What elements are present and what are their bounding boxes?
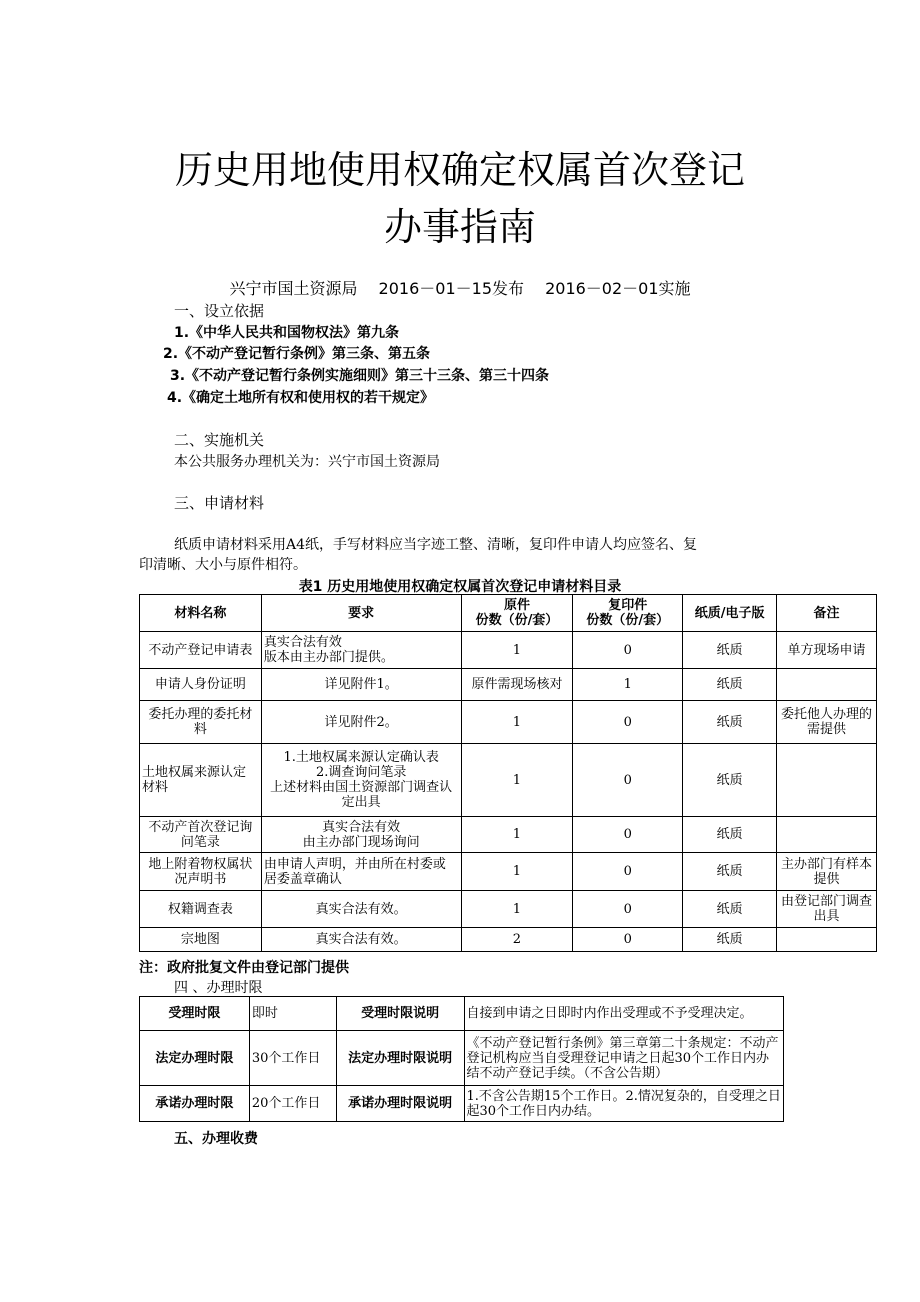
cell-copy: 0 — [573, 744, 683, 817]
table-row — [140, 669, 877, 701]
cell-requirement: 真实合法有效。 — [261, 928, 461, 952]
cell-name: 不动产登记申请表 — [140, 632, 262, 669]
col-header-note: 备注 — [777, 595, 877, 632]
basis-item-1: 1.《中华人民共和国物权法》第九条 — [174, 325, 400, 341]
table-row — [140, 1031, 784, 1086]
cell-form: 纸质 — [683, 853, 777, 891]
cell-desc: 自接到申请之日即时内作出受理或不予受理决定。 — [464, 997, 784, 1031]
cell-original: 1 — [461, 632, 573, 669]
section1-heading: 一、设立依据 — [174, 302, 265, 320]
cell-limit-label: 法定办理时限 — [140, 1031, 250, 1086]
cell-copy: 0 — [573, 891, 683, 928]
section4-heading: 四 、办理时限 — [174, 980, 263, 996]
cell-requirement: 由申请人声明，并由所在村委或居委盖章确认 — [261, 853, 461, 891]
doc-title-line1: 历史用地使用权确定权属首次登记 — [174, 148, 745, 192]
table-row — [140, 997, 784, 1031]
cell-requirement: 真实合法有效 由主办部门现场询问 — [261, 817, 461, 853]
cell-requirement: 详见附件2。 — [261, 701, 461, 744]
section3-para-line2: 印清晰、大小与原件相符。 — [139, 557, 307, 573]
cell-copy: 0 — [573, 928, 683, 952]
cell-original: 2 — [461, 928, 573, 952]
table-row — [140, 891, 877, 928]
cell-form: 纸质 — [683, 744, 777, 817]
cell-note: 由登记部门调查出具 — [777, 891, 877, 928]
cell-note — [777, 817, 877, 853]
cell-form: 纸质 — [683, 891, 777, 928]
doc-title-line2: 办事指南 — [383, 205, 536, 249]
section2-heading: 二、实施机关 — [174, 431, 265, 449]
cell-note: 单方现场申请 — [777, 632, 877, 669]
col-header-original: 原件 份数（份/套） — [461, 595, 573, 632]
cell-desc-label: 法定办理时限说明 — [336, 1031, 464, 1086]
table-row — [140, 632, 877, 669]
cell-note — [777, 928, 877, 952]
cell-desc: 《不动产登记暂行条例》第三章第二十条规定：不动产登记机构应当自受理登记申请之日起30个工作日内办结不动产登记手续。（不含公告期） — [464, 1031, 784, 1086]
col-header-copy: 复印件 份数（份/套） — [573, 595, 683, 632]
cell-name: 地上附着物权属状况声明书 — [140, 853, 262, 891]
cell-note — [777, 744, 877, 817]
section3-para-line1: 纸质申请材料采用A4纸，手写材料应当字迹工整、清晰，复印件申请人均应签名、复 — [174, 537, 698, 553]
cell-name: 委托办理的委托材料 — [140, 701, 262, 744]
cell-name: 权籍调查表 — [140, 891, 262, 928]
cell-original: 1 — [461, 817, 573, 853]
cell-desc: 1.不含公告期15个工作日。2.情况复杂的，自受理之日起30个工作日内办结。 — [464, 1086, 784, 1122]
cell-form: 纸质 — [683, 669, 777, 701]
cell-original: 1 — [461, 701, 573, 744]
table-row — [140, 701, 877, 744]
cell-limit-value: 20个工作日 — [249, 1086, 336, 1122]
col-header-name: 材料名称 — [140, 595, 262, 632]
cell-requirement: 真实合法有效。 — [261, 891, 461, 928]
cell-name: 申请人身份证明 — [140, 669, 262, 701]
cell-name: 宗地图 — [140, 928, 262, 952]
section2-text: 本公共服务办理机关为：兴宁市国土资源局 — [174, 454, 440, 470]
section5-heading: 五、办理收费 — [174, 1131, 258, 1147]
cell-desc-label: 承诺办理时限说明 — [336, 1086, 464, 1122]
cell-copy: 0 — [573, 817, 683, 853]
table-row — [140, 928, 877, 952]
cell-copy: 0 — [573, 701, 683, 744]
section3-heading: 三、申请材料 — [174, 494, 265, 512]
table-row — [140, 1086, 784, 1122]
basis-item-2: 2.《不动产登记暂行条例》第三条、第五条 — [163, 346, 431, 362]
col-header-requirement: 要求 — [261, 595, 461, 632]
cell-requirement: 详见附件1。 — [261, 669, 461, 701]
cell-limit-value: 30个工作日 — [249, 1031, 336, 1086]
cell-form: 纸质 — [683, 701, 777, 744]
cell-form: 纸质 — [683, 632, 777, 669]
cell-limit-label: 受理时限 — [140, 997, 250, 1031]
col-header-form: 纸质/电子版 — [683, 595, 777, 632]
materials-table — [139, 594, 877, 952]
cell-form: 纸质 — [683, 817, 777, 853]
cell-note: 主办部门有样本提供 — [777, 853, 877, 891]
table1-caption: 表1 历史用地使用权确定权属首次登记申请材料目录 — [298, 579, 622, 595]
table-row — [140, 817, 877, 853]
cell-original: 1 — [461, 744, 573, 817]
cell-original: 原件需现场核对 — [461, 669, 573, 701]
time-limit-table — [139, 996, 784, 1122]
cell-desc-label: 受理时限说明 — [336, 997, 464, 1031]
cell-note — [777, 669, 877, 701]
cell-limit-value: 即时 — [249, 997, 336, 1031]
cell-note: 委托他人办理的需提供 — [777, 701, 877, 744]
cell-limit-label: 承诺办理时限 — [140, 1086, 250, 1122]
basis-item-4: 4.《确定土地所有权和使用权的若干规定》 — [167, 390, 435, 406]
table-note: 注：政府批复文件由登记部门提供 — [139, 960, 349, 976]
cell-copy: 0 — [573, 632, 683, 669]
cell-requirement: 真实合法有效 版本由主办部门提供。 — [261, 632, 461, 669]
basis-item-3: 3.《不动产登记暂行条例实施细则》第三十三条、第三十四条 — [170, 368, 550, 384]
publish-line: 兴宁市国土资源局 2016－01－15发布 2016－02－01实施 — [229, 279, 691, 298]
cell-form: 纸质 — [683, 928, 777, 952]
table-row — [140, 853, 877, 891]
cell-name: 土地权属来源认定材料 — [140, 744, 262, 817]
table-row — [140, 744, 877, 817]
cell-copy: 1 — [573, 669, 683, 701]
cell-requirement: 1.土地权属来源认定确认表 2.调查询问笔录 上述材料由国土资源部门调查认定出具 — [261, 744, 461, 817]
cell-copy: 0 — [573, 853, 683, 891]
cell-original: 1 — [461, 853, 573, 891]
cell-original: 1 — [461, 891, 573, 928]
cell-name: 不动产首次登记询问笔录 — [140, 817, 262, 853]
